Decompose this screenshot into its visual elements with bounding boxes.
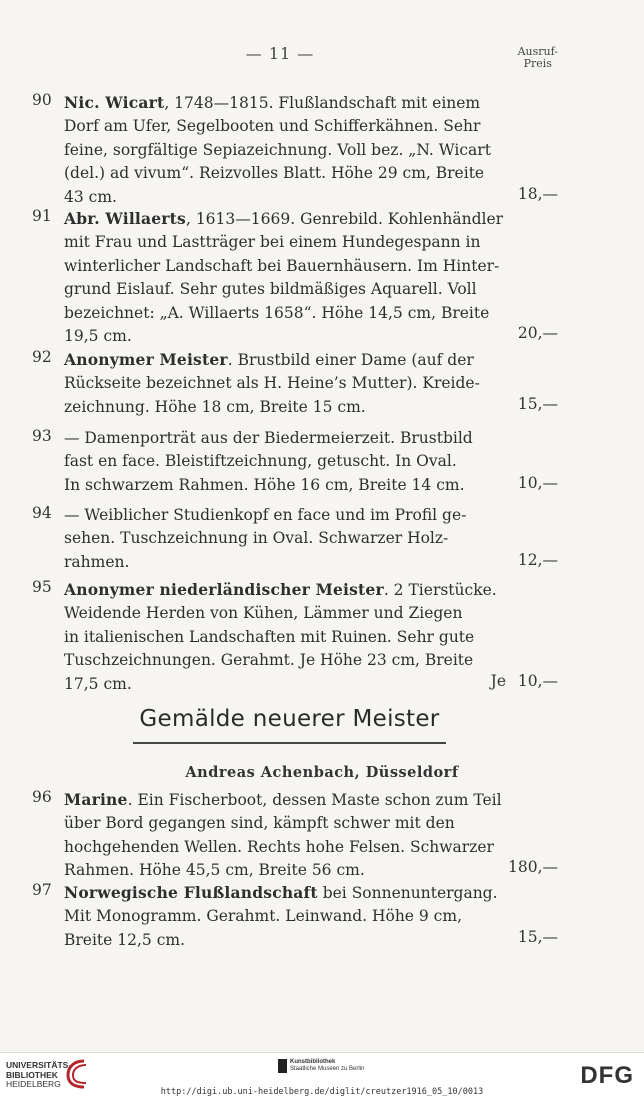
lot-price: 15,— <box>517 927 558 946</box>
price-header-line: Preis <box>523 57 552 70</box>
lot-text-line: , 1613—1669. Genrebild. Kohlenhändler <box>185 210 504 228</box>
lot-text-line: sehen. Tuschzeichnung in Oval. Schwarzer Holz- <box>64 529 449 548</box>
lot-description <box>64 427 514 497</box>
lot-number: 93 <box>32 427 52 445</box>
kunstbibliothek-mark-icon <box>278 1059 287 1073</box>
lot-text-line: grund Eislauf. Sehr gutes bildmäßiges Aquarell. Voll <box>64 280 477 299</box>
lot-text-line: — Damenporträt aus der Biedermeierzeit. Brustbild <box>64 429 473 447</box>
lot-text-line: über Bord gegangen sind, kämpft schwer mit den <box>64 814 455 833</box>
lot-description <box>64 504 514 574</box>
section-divider <box>133 742 446 744</box>
lot-title: Anonymer niederländischer Meister <box>64 580 384 599</box>
lot-text-line: Weidende Herden von Kühen, Lämmer und Ziegen <box>64 604 463 623</box>
ub-heidelberg-logo[interactable] <box>6 1061 71 1090</box>
lot-text-line: fast en face. Bleistiftzeichnung, getuscht. In Oval. <box>64 452 457 471</box>
lot-text-line: Rückseite bezeichnet als H. Heine’s Mutter). Kreide- <box>64 374 480 393</box>
lot-title: Marine <box>64 790 128 809</box>
logo-text-line: UNIVERSITÄTS- <box>6 1060 72 1070</box>
lot-text-line: mit Frau und Lastträger bei einem Hundegespann in <box>64 233 481 252</box>
price-header-line: Ausruf- <box>517 45 558 58</box>
price-column-header <box>518 46 558 70</box>
lot-text-line: Breite 12,5 cm. <box>64 930 186 949</box>
lot-text-line: hochgehenden Wellen. Rechts hohe Felsen. Schwarzer <box>64 837 494 856</box>
lot-description <box>64 881 514 952</box>
artist-heading: Andreas Achenbach, Düsseldorf <box>185 764 459 781</box>
section-title: Gemälde neuerer Meister <box>139 706 440 732</box>
lot-text-line: bei Sonnenuntergang. <box>317 884 498 902</box>
lot-title: Norwegische Flußlandschaft <box>64 883 318 902</box>
lot-text-line: rahmen. <box>64 552 130 571</box>
lot-price: 10,— <box>517 671 558 690</box>
lot-title: Anonymer Meister <box>64 350 228 369</box>
lot-description <box>64 207 514 348</box>
lot-number: 90 <box>32 91 52 109</box>
kunstbibliothek-logo[interactable] <box>290 1059 364 1073</box>
lot-number: 94 <box>32 504 52 522</box>
lot-price: 180,— <box>507 858 558 877</box>
dfg-logo[interactable]: DFG <box>580 1062 634 1089</box>
lot-price: 12,— <box>517 550 558 569</box>
lot-text-line: — Weiblicher Studienkopf en face und im Profil ge- <box>64 506 467 524</box>
logo-text-line: BIBLIOTHEK <box>6 1069 58 1080</box>
lot-price: 15,— <box>517 394 558 413</box>
lot-price: 20,— <box>517 324 558 342</box>
lot-number: 96 <box>32 788 52 806</box>
lot-description <box>64 348 514 419</box>
lot-text-line: 19,5 cm. <box>64 327 132 346</box>
lot-title: Nic. Wicart <box>64 93 165 112</box>
lot-text-line: , 1748—1815. Flußlandschaft mit einem <box>164 94 481 112</box>
ub-heidelberg-mark-icon <box>64 1059 90 1089</box>
lot-price-qualifier: Je <box>490 671 506 690</box>
lot-text-line: zeichnung. Höhe 18 cm, Breite 15 cm. <box>64 397 366 416</box>
lot-number: 91 <box>32 207 52 225</box>
lot-text-line: In schwarzem Rahmen. Höhe 16 cm, Breite 14 cm. <box>64 475 465 494</box>
source-url-link[interactable]: http://digi.ub.uni-heidelberg.de/diglit/creutzer1916_05_10/0013 <box>160 1087 484 1097</box>
lot-description <box>64 788 514 883</box>
lot-description <box>64 578 514 696</box>
lot-text-line: Dorf am Ufer, Segelbooten und Schifferkähnen. Sehr <box>64 117 481 136</box>
lot-title: Abr. Willaerts <box>64 209 186 228</box>
lot-text-line: 17,5 cm. <box>64 674 132 693</box>
lot-description <box>64 91 514 209</box>
lot-text-line: . Ein Fischerboot, dessen Maste schon zum Teil <box>127 791 502 809</box>
lot-text-line: 43 cm. <box>64 187 117 206</box>
lot-text-line: Rahmen. Höhe 45,5 cm, Breite 56 cm. <box>64 861 365 880</box>
logo-text-line: Staatliche Museen zu Berlin <box>290 1066 365 1072</box>
lot-price: 18,— <box>517 184 558 203</box>
lot-text-line: . Brustbild einer Dame (auf der <box>227 351 474 369</box>
lot-number: 97 <box>32 881 52 899</box>
lot-text-line: Tuschzeichnungen. Gerahmt. Je Höhe 23 cm, Breite <box>64 651 474 670</box>
digitization-footer <box>0 1052 644 1099</box>
lot-number: 92 <box>32 348 52 366</box>
lot-text-line: winterlicher Landschaft bei Bauernhäusern. Im Hinter- <box>64 256 500 275</box>
page-number: — 11 — <box>245 44 315 63</box>
lot-text-line: . 2 Tierstücke. <box>383 581 497 599</box>
lot-price: 10,— <box>517 473 558 492</box>
lot-text-line: bezeichnet: „A. Willaerts 1658“. Höhe 14,5 cm, Breite <box>64 303 490 322</box>
lot-number: 95 <box>32 578 52 596</box>
lot-text-line: in italienischen Landschaften mit Ruinen. Sehr gute <box>64 627 475 646</box>
logo-text-line: HEIDELBERG <box>6 1079 61 1089</box>
logo-text-line: Kunstbibliothek <box>290 1059 336 1065</box>
lot-text-line: Mit Monogramm. Gerahmt. Leinwand. Höhe 9 cm, <box>64 907 462 926</box>
lot-text-line: feine, sorgfältige Sepiazeichnung. Voll bez. „N. Wicart <box>64 140 491 159</box>
lot-text-line: (del.) ad vivum“. Reizvolles Blatt. Höhe 29 cm, Breite <box>64 164 485 183</box>
